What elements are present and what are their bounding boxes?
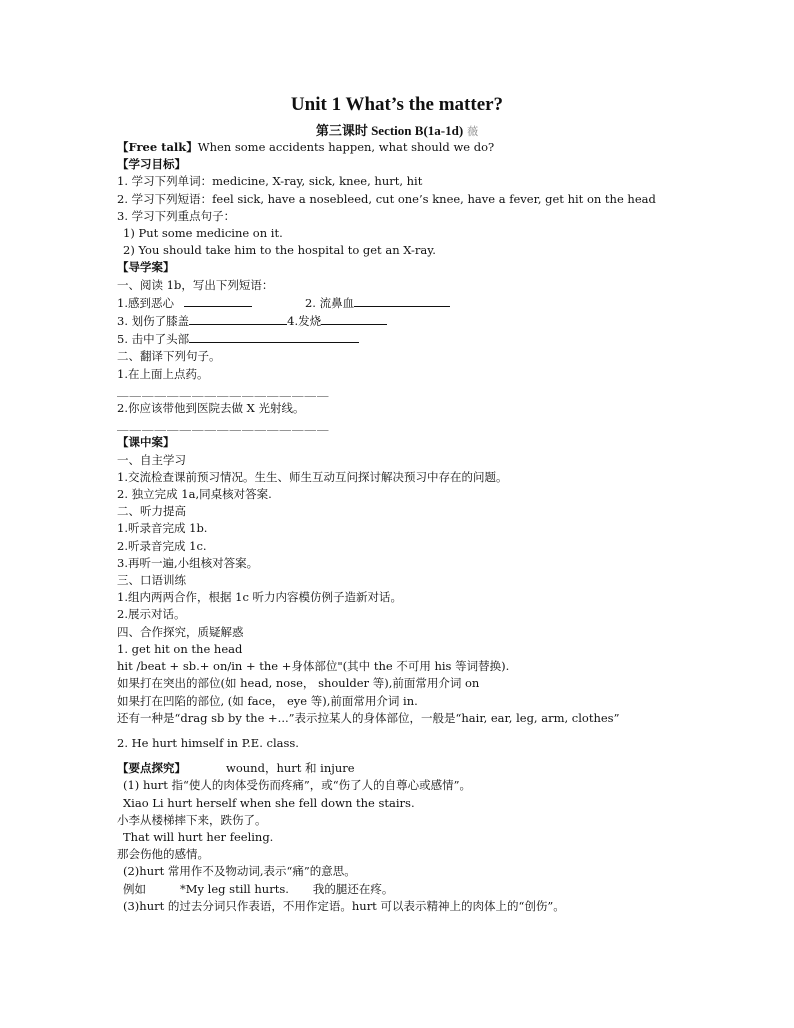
phrase-q3: 3. 划伤了膝盖 bbox=[117, 314, 190, 329]
points-line: (2)hurt 常用作不及物动词,表示“痛”的意思。 bbox=[123, 864, 356, 879]
subtitle-mark: 薇 bbox=[467, 126, 479, 138]
class-line: 2.听录音完成 1c. bbox=[117, 538, 207, 553]
class-line: 1.组内两两合作，根据 1c 听力内容模仿例子造新对话。 bbox=[117, 590, 403, 605]
class-line: 1. get hit on the head bbox=[117, 641, 243, 656]
page-title: Unit 1 What’s the matter? bbox=[290, 94, 504, 115]
example-label: 例如 bbox=[123, 881, 146, 896]
class-line: 如果打在突出的部位(如 head, nose， shoulder 等),前面常用介词 on bbox=[117, 676, 480, 691]
goal-item: 3. 学习下列重点句子： bbox=[117, 208, 236, 223]
subtitle-text: 第三课时 Section B(1a-1d) bbox=[315, 123, 464, 138]
class-line: 四、合作探究，质疑解惑 bbox=[117, 624, 244, 639]
translate-item: 2.你应该带他到医院去做 X 光射线。 bbox=[117, 401, 305, 416]
class-line: 2.展示对话。 bbox=[117, 607, 186, 622]
points-line: 那会伤他的感情。 bbox=[117, 847, 209, 862]
phrase-row bbox=[117, 312, 677, 330]
phrase-q5: 5. 击中了头部 bbox=[117, 332, 190, 347]
answer-dash-line[interactable]: ＿＿＿＿＿＿＿＿＿＿＿＿＿＿＿＿＿ bbox=[117, 383, 330, 398]
goals-heading: 【学习目标】 bbox=[117, 157, 186, 172]
class-line: 2. 独立完成 1a,同桌核对答案. bbox=[117, 487, 272, 502]
answer-blank[interactable] bbox=[321, 312, 387, 325]
answer-blank[interactable] bbox=[184, 294, 252, 307]
points-line: (1) hurt 指“使人的肉体受伤而疼痛”，或“伤了人的自尊心或感情”。 bbox=[123, 778, 472, 793]
points-line: 小李从楼梯摔下来，跌伤了。 bbox=[117, 812, 267, 827]
class-line: 还有一种是“drag sb by the +...”表示拉某人的身体部位，一般是“hair, ear, leg, arm, clothes” bbox=[117, 710, 620, 725]
class-line: 二、听力提高 bbox=[117, 504, 186, 519]
guide-part2-title: 二、翻译下列句子。 bbox=[117, 349, 221, 364]
goal-item: 1. 学习下列单词：medicine, X-ray, sick, knee, hurt, hit bbox=[117, 174, 423, 189]
class-item-2: 2. He hurt himself in P.E. class. bbox=[117, 735, 299, 750]
worksheet-content bbox=[117, 139, 677, 915]
guide-heading: 【导学案】 bbox=[117, 260, 175, 275]
page-subtitle bbox=[0, 120, 794, 139]
class-line: 一、自主学习 bbox=[117, 452, 186, 467]
free-talk-label: 【Free talk】 bbox=[117, 140, 198, 154]
class-line: 1.交流检查课前预习情况。生生、师生互动互问探讨解决预习中存在的问题。 bbox=[117, 469, 508, 484]
free-talk-text: When some accidents happen, what should we do? bbox=[197, 140, 495, 154]
translate-item: 1.在上面上点药。 bbox=[117, 366, 209, 381]
points-last-line: (3)hurt 的过去分词只作表语，不用作定语。hurt 可以表示精神上的肉体上的“创伤”。 bbox=[123, 898, 565, 913]
class-heading: 【课中案】 bbox=[117, 435, 175, 450]
answer-blank[interactable] bbox=[354, 294, 450, 307]
class-line: 1.听录音完成 1b. bbox=[117, 521, 208, 536]
goal-sentence: 1) Put some medicine on it. bbox=[123, 226, 283, 241]
points-heading: 【要点探究】 bbox=[117, 761, 186, 776]
guide-part1-title: 一、阅读 1b，写出下列短语： bbox=[117, 277, 274, 292]
points-line: That will hurt her feeling. bbox=[123, 829, 274, 844]
example-en: *My leg still hurts. bbox=[180, 881, 289, 896]
answer-dash-line[interactable]: ＿＿＿＿＿＿＿＿＿＿＿＿＿＿＿＿＿ bbox=[117, 418, 330, 433]
points-example-row bbox=[117, 881, 677, 898]
answer-blank[interactable] bbox=[189, 330, 359, 343]
class-line: 三、口语训练 bbox=[117, 573, 186, 588]
points-heading-row bbox=[117, 760, 677, 777]
answer-blank[interactable] bbox=[189, 312, 287, 325]
goal-sentence: 2) You should take him to the hospital to get an X-ray. bbox=[123, 243, 436, 258]
class-line: hit /beat + sb.+ on/in + the +身体部位"(其中 the 不可用 his 等词替换). bbox=[117, 659, 510, 674]
class-line: 3.再听一遍,小组核对答案。 bbox=[117, 555, 259, 570]
points-line: Xiao Li hurt herself when she fell down the stairs. bbox=[123, 795, 415, 810]
phrase-row bbox=[117, 294, 677, 312]
phrase-q4: 4.发烧 bbox=[287, 314, 322, 329]
example-zh: 我的腿还在疼。 bbox=[312, 881, 394, 896]
free-talk bbox=[117, 139, 677, 156]
points-topic: wound，hurt 和 injure bbox=[226, 761, 355, 776]
phrase-row bbox=[117, 330, 677, 348]
class-line: 如果打在凹陷的部位, (如 face， eye 等),前面常用介词 in. bbox=[117, 693, 418, 708]
phrase-q1: 1.感到恶心 bbox=[117, 295, 174, 310]
phrase-q2: 2. 流鼻血 bbox=[304, 295, 355, 310]
goal-item: 2. 学习下列短语：feel sick, have a nosebleed, cut one’s knee, have a fever, get hit on the head bbox=[117, 191, 656, 206]
